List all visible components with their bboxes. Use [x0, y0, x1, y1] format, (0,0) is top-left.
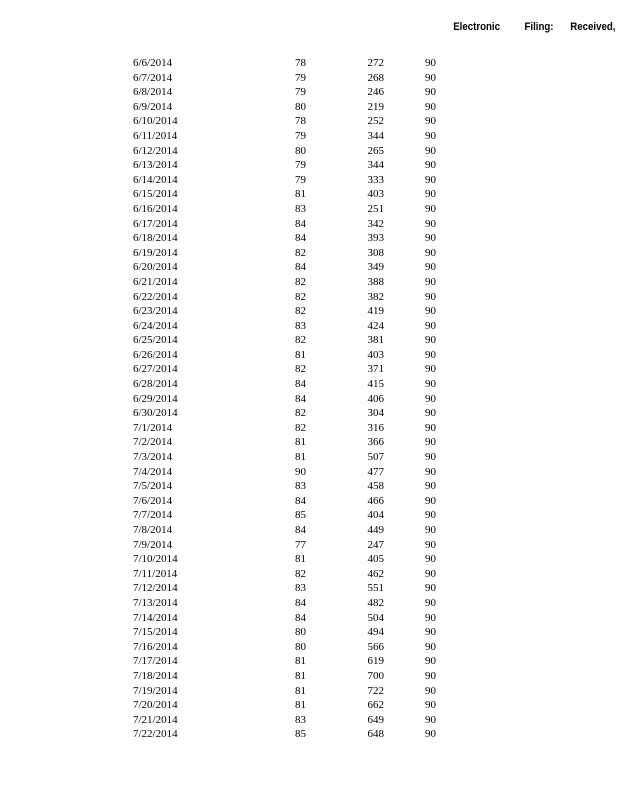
value-cell-c: 90 [425, 246, 436, 259]
value-cell-c: 90 [425, 451, 436, 464]
value-cell-a: 81 [295, 553, 306, 566]
date-cell: 6/7/2014 [133, 71, 173, 84]
value-cell-b: 247 [367, 538, 384, 551]
value-cell-b: 393 [367, 232, 384, 245]
value-cell-b: 252 [367, 115, 384, 128]
value-cell-b: 349 [367, 261, 384, 274]
value-cell-b: 265 [367, 144, 384, 157]
value-cell-a: 82 [295, 305, 306, 318]
value-cell-c: 90 [425, 290, 436, 303]
value-cell-c: 90 [425, 524, 436, 536]
table-row [0, 348, 618, 363]
value-cell-a: 80 [295, 144, 306, 157]
value-cell-c: 90 [425, 173, 436, 186]
value-cell-b: 344 [367, 159, 384, 172]
table-row [0, 479, 618, 494]
value-cell-c: 90 [425, 334, 436, 347]
date-cell: 7/6/2014 [133, 494, 173, 507]
table-row [0, 333, 618, 348]
table-row [0, 173, 618, 188]
table-row [0, 669, 618, 684]
date-cell: 6/12/2014 [133, 144, 178, 157]
table-row [0, 698, 618, 713]
header-received: Received, [570, 21, 616, 33]
date-cell: 7/15/2014 [133, 626, 178, 639]
table-row [0, 640, 618, 655]
value-cell-c: 90 [425, 159, 436, 172]
value-cell-a: 84 [295, 524, 306, 536]
date-cell: 7/22/2014 [133, 728, 178, 741]
value-cell-a: 82 [295, 290, 306, 303]
value-cell-a: 82 [295, 246, 306, 259]
value-cell-c: 90 [425, 465, 436, 478]
value-cell-b: 308 [367, 246, 384, 259]
date-cell: 6/17/2014 [133, 217, 178, 230]
value-cell-c: 90 [425, 232, 436, 245]
table-row [0, 377, 618, 392]
value-cell-c: 90 [425, 378, 436, 391]
table-row [0, 654, 618, 669]
value-cell-c: 90 [425, 582, 436, 595]
date-cell: 7/3/2014 [133, 451, 173, 464]
date-cell: 7/21/2014 [133, 713, 178, 726]
value-cell-c: 90 [425, 436, 436, 449]
value-cell-b: 371 [367, 363, 384, 376]
date-cell: 6/8/2014 [133, 86, 173, 99]
value-cell-b: 700 [367, 669, 384, 682]
date-cell: 7/13/2014 [133, 596, 178, 609]
value-cell-a: 84 [295, 611, 306, 624]
date-cell: 7/12/2014 [133, 582, 178, 595]
value-cell-a: 82 [295, 407, 306, 420]
value-cell-a: 82 [295, 334, 306, 347]
date-cell: 6/13/2014 [133, 159, 178, 172]
date-cell: 7/1/2014 [133, 421, 173, 434]
table-row [0, 538, 618, 553]
table-row [0, 85, 618, 100]
value-cell-a: 78 [295, 57, 306, 69]
value-cell-c: 90 [425, 669, 436, 682]
table-row [0, 100, 618, 115]
value-cell-b: 415 [367, 378, 384, 391]
value-cell-b: 722 [367, 684, 384, 697]
table-row [0, 129, 618, 144]
value-cell-a: 77 [295, 538, 306, 551]
value-cell-b: 403 [367, 348, 384, 361]
value-cell-a: 85 [295, 509, 306, 522]
date-cell: 7/19/2014 [133, 684, 178, 697]
table-row [0, 304, 618, 319]
table-row [0, 508, 618, 523]
value-cell-a: 84 [295, 378, 306, 391]
table-row [0, 187, 618, 202]
value-cell-c: 90 [425, 86, 436, 99]
value-cell-c: 90 [425, 144, 436, 157]
value-cell-c: 90 [425, 509, 436, 522]
table-row [0, 713, 618, 728]
data-table [0, 56, 618, 742]
date-cell: 7/16/2014 [133, 640, 178, 653]
date-cell: 6/25/2014 [133, 334, 178, 347]
date-cell: 7/18/2014 [133, 669, 178, 682]
value-cell-c: 90 [425, 115, 436, 128]
table-row [0, 494, 618, 509]
value-cell-a: 79 [295, 86, 306, 99]
value-cell-b: 424 [367, 319, 384, 332]
table-row [0, 435, 618, 450]
value-cell-b: 649 [367, 713, 384, 726]
value-cell-c: 90 [425, 188, 436, 201]
table-row [0, 114, 618, 129]
value-cell-a: 81 [295, 188, 306, 201]
value-cell-a: 81 [295, 655, 306, 668]
value-cell-c: 90 [425, 480, 436, 493]
value-cell-a: 80 [295, 626, 306, 639]
table-row [0, 625, 618, 640]
value-cell-c: 90 [425, 655, 436, 668]
value-cell-b: 482 [367, 596, 384, 609]
value-cell-c: 90 [425, 100, 436, 113]
table-row [0, 56, 618, 71]
value-cell-c: 90 [425, 319, 436, 332]
date-cell: 6/20/2014 [133, 261, 178, 274]
value-cell-c: 90 [425, 202, 436, 215]
value-cell-c: 90 [425, 494, 436, 507]
date-cell: 6/6/2014 [133, 57, 173, 69]
value-cell-a: 81 [295, 451, 306, 464]
value-cell-a: 81 [295, 699, 306, 712]
value-cell-c: 90 [425, 392, 436, 405]
table-row [0, 684, 618, 699]
date-cell: 6/16/2014 [133, 202, 178, 215]
value-cell-a: 83 [295, 582, 306, 595]
table-row [0, 596, 618, 611]
value-cell-b: 342 [367, 217, 384, 230]
table-row [0, 290, 618, 305]
value-cell-b: 566 [367, 640, 384, 653]
value-cell-a: 84 [295, 232, 306, 245]
value-cell-c: 90 [425, 348, 436, 361]
value-cell-b: 382 [367, 290, 384, 303]
value-cell-a: 81 [295, 684, 306, 697]
value-cell-c: 90 [425, 728, 436, 741]
value-cell-a: 80 [295, 640, 306, 653]
date-cell: 6/21/2014 [133, 275, 178, 288]
value-cell-c: 90 [425, 275, 436, 288]
table-row [0, 71, 618, 86]
value-cell-b: 344 [367, 129, 384, 142]
date-cell: 6/24/2014 [133, 319, 178, 332]
date-cell: 7/11/2014 [133, 567, 178, 580]
value-cell-c: 90 [425, 129, 436, 142]
value-cell-b: 504 [367, 611, 384, 624]
value-cell-a: 82 [295, 275, 306, 288]
value-cell-a: 79 [295, 129, 306, 142]
date-cell: 7/17/2014 [133, 655, 178, 668]
value-cell-b: 405 [367, 553, 384, 566]
value-cell-a: 82 [295, 421, 306, 434]
date-cell: 6/11/2014 [133, 129, 178, 142]
value-cell-c: 90 [425, 684, 436, 697]
value-cell-b: 268 [367, 71, 384, 84]
date-cell: 7/5/2014 [133, 480, 173, 493]
value-cell-a: 79 [295, 71, 306, 84]
header-filing: Filing: [524, 21, 554, 33]
value-cell-a: 79 [295, 159, 306, 172]
table-row [0, 144, 618, 159]
value-cell-b: 246 [367, 86, 384, 99]
value-cell-b: 219 [367, 100, 384, 113]
value-cell-c: 90 [425, 699, 436, 712]
table-row [0, 158, 618, 173]
value-cell-b: 366 [367, 436, 384, 449]
value-cell-b: 406 [367, 392, 384, 405]
value-cell-b: 419 [367, 305, 384, 318]
value-cell-c: 90 [425, 596, 436, 609]
date-cell: 7/9/2014 [133, 538, 173, 551]
page-header [0, 21, 616, 37]
table-row [0, 465, 618, 480]
value-cell-c: 90 [425, 640, 436, 653]
date-cell: 7/7/2014 [133, 509, 173, 522]
table-row [0, 246, 618, 261]
table-row [0, 362, 618, 377]
value-cell-a: 84 [295, 217, 306, 230]
value-cell-b: 458 [367, 480, 384, 493]
date-cell: 6/27/2014 [133, 363, 178, 376]
header-electronic: Electronic [453, 21, 501, 33]
value-cell-b: 648 [367, 728, 384, 741]
value-cell-b: 494 [367, 626, 384, 639]
value-cell-b: 316 [367, 421, 384, 434]
value-cell-b: 551 [367, 582, 384, 595]
table-row [0, 275, 618, 290]
value-cell-b: 619 [367, 655, 384, 668]
value-cell-b: 403 [367, 188, 384, 201]
date-cell: 7/20/2014 [133, 699, 178, 712]
value-cell-a: 90 [295, 465, 306, 478]
date-cell: 7/14/2014 [133, 611, 178, 624]
value-cell-a: 85 [295, 728, 306, 741]
value-cell-b: 251 [367, 202, 384, 215]
value-cell-a: 81 [295, 669, 306, 682]
value-cell-a: 80 [295, 100, 306, 113]
table-row [0, 727, 618, 742]
table-row [0, 217, 618, 232]
value-cell-b: 507 [367, 451, 384, 464]
value-cell-a: 84 [295, 596, 306, 609]
date-cell: 6/23/2014 [133, 305, 178, 318]
value-cell-c: 90 [425, 626, 436, 639]
value-cell-b: 477 [367, 465, 384, 478]
value-cell-c: 90 [425, 217, 436, 230]
value-cell-c: 90 [425, 553, 436, 566]
value-cell-a: 81 [295, 436, 306, 449]
table-row [0, 523, 618, 538]
value-cell-b: 333 [367, 173, 384, 186]
date-cell: 6/15/2014 [133, 188, 178, 201]
value-cell-a: 84 [295, 392, 306, 405]
table-row [0, 202, 618, 217]
date-cell: 6/30/2014 [133, 407, 178, 420]
value-cell-c: 90 [425, 57, 436, 69]
table-row [0, 406, 618, 421]
value-cell-a: 83 [295, 319, 306, 332]
value-cell-b: 662 [367, 699, 384, 712]
table-row [0, 319, 618, 334]
date-cell: 7/8/2014 [133, 524, 173, 536]
value-cell-c: 90 [425, 363, 436, 376]
value-cell-c: 90 [425, 611, 436, 624]
value-cell-c: 90 [425, 71, 436, 84]
value-cell-a: 84 [295, 261, 306, 274]
value-cell-b: 381 [367, 334, 384, 347]
table-row [0, 450, 618, 465]
table-row [0, 567, 618, 582]
date-cell: 6/19/2014 [133, 246, 178, 259]
table-row [0, 581, 618, 596]
table-row [0, 552, 618, 567]
date-cell: 6/9/2014 [133, 100, 173, 113]
date-cell: 6/10/2014 [133, 115, 178, 128]
date-cell: 6/26/2014 [133, 348, 178, 361]
value-cell-c: 90 [425, 305, 436, 318]
value-cell-b: 466 [367, 494, 384, 507]
date-cell: 6/29/2014 [133, 392, 178, 405]
table-row [0, 260, 618, 275]
value-cell-a: 83 [295, 480, 306, 493]
value-cell-b: 272 [367, 57, 384, 69]
date-cell: 6/28/2014 [133, 378, 178, 391]
table-row [0, 231, 618, 246]
value-cell-a: 81 [295, 348, 306, 361]
value-cell-a: 83 [295, 202, 306, 215]
date-cell: 6/22/2014 [133, 290, 178, 303]
date-cell: 6/14/2014 [133, 173, 178, 186]
value-cell-a: 83 [295, 713, 306, 726]
date-cell: 7/2/2014 [133, 436, 173, 449]
date-cell: 7/10/2014 [133, 553, 178, 566]
value-cell-c: 90 [425, 567, 436, 580]
value-cell-b: 404 [367, 509, 384, 522]
value-cell-b: 304 [367, 407, 384, 420]
value-cell-b: 462 [367, 567, 384, 580]
value-cell-c: 90 [425, 261, 436, 274]
value-cell-a: 84 [295, 494, 306, 507]
table-row [0, 392, 618, 407]
table-row [0, 611, 618, 626]
value-cell-c: 90 [425, 407, 436, 420]
value-cell-a: 78 [295, 115, 306, 128]
table-row [0, 421, 618, 436]
value-cell-c: 90 [425, 538, 436, 551]
date-cell: 7/4/2014 [133, 465, 173, 478]
value-cell-a: 82 [295, 567, 306, 580]
value-cell-b: 449 [367, 524, 384, 536]
value-cell-c: 90 [425, 713, 436, 726]
value-cell-a: 82 [295, 363, 306, 376]
value-cell-c: 90 [425, 421, 436, 434]
value-cell-a: 79 [295, 173, 306, 186]
date-cell: 6/18/2014 [133, 232, 178, 245]
value-cell-b: 388 [367, 275, 384, 288]
